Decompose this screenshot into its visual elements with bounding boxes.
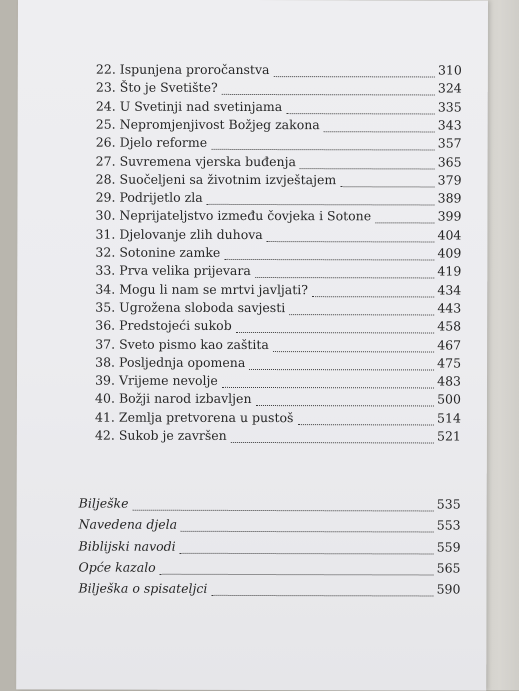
toc-entry-page: 535 [436,496,461,512]
toc-entry-page: 483 [437,373,462,389]
dot-leader [236,330,435,334]
toc-entry-title: Ispunjena proročanstva [119,61,270,78]
toc-entry-title: Mogu li nam se mrtvi javljati? [119,281,309,297]
toc-entry-number: 40. [95,390,115,407]
toc-entry-title: Opće kazalo [78,559,156,575]
toc-entry-title: Djelo reforme [119,134,208,151]
dot-leader [300,166,435,169]
toc-entry-number: 23. [95,79,116,95]
toc-chapter-row [17,353,487,372]
toc-entry-title: Sveto pismo kao zaštita [119,336,269,352]
toc-entry-page: 514 [437,410,461,426]
dot-leader [267,239,435,242]
toc-entry-title: Posljednja opomena [119,354,246,370]
toc-chapter-row [17,262,487,281]
toc-entry-title: Nepromjenjivost Božjeg zakona [119,116,320,133]
toc-chapter-row [18,134,488,153]
toc-chapter-row [18,79,488,98]
dot-leader [255,275,435,278]
toc-entry-title: Neprijateljstvo između čovjeka i Sotone [119,208,372,224]
dot-leader [222,92,435,96]
toc-entry-page: 467 [437,336,462,353]
toc-entry-title: Bilješke [78,495,129,511]
toc-chapter-row [17,243,487,262]
toc-entry-page: 324 [437,80,462,96]
toc-entry-page: 399 [437,208,462,224]
dot-leader [273,74,434,77]
toc-entry-number: 30. [95,207,116,224]
dot-leader [211,147,435,151]
toc-entry-page: 590 [436,581,461,597]
toc-entry-number: 28. [95,171,116,187]
toc-chapter-row [18,152,488,171]
dot-leader [180,550,434,554]
dot-leader [286,111,435,114]
toc-entry-title: Suvremena vjerska buđenja [119,153,296,169]
dot-leader [224,257,434,261]
toc-entry-number: 25. [95,116,116,132]
dot-leader [133,508,434,512]
dot-leader [160,572,434,576]
toc-chapter-row [17,371,487,390]
toc-entry-title: Bilješka o spisateljci [78,580,208,597]
toc-entry-number: 35. [95,299,116,315]
dot-leader [375,221,434,224]
toc-entry-page: 379 [437,172,462,188]
dot-leader [231,440,434,444]
toc-chapter-row [17,426,487,445]
dot-leader [297,422,434,425]
dot-leader [181,529,434,533]
toc-entry-page: 335 [437,99,462,115]
toc-entry-page: 565 [436,560,461,576]
toc-entry-title: Prva velika prijevara [119,262,251,279]
dot-leader [324,129,435,132]
toc-appendix-row [17,494,487,513]
toc-chapter-row [17,280,487,299]
toc-entry-page: 404 [437,227,462,243]
table-of-contents [18,0,488,597]
toc-entry-number: 27. [95,153,116,169]
dot-leader [255,403,434,406]
toc-chapter-row [17,298,487,317]
toc-entry-number: 39. [95,372,116,388]
toc-appendix-row [17,516,487,535]
toc-chapter-row [17,207,487,226]
toc-entry-title: Suočeljeni sa životnim izvještajem [119,171,337,188]
toc-entry-title: Što je Svetište? [119,79,218,96]
toc-entry-number: 36. [95,317,116,333]
toc-entry-page: 553 [436,517,461,533]
toc-entry-number: 31. [95,226,116,242]
dot-leader [340,184,434,187]
toc-appendix-row [16,580,486,599]
dot-leader [289,312,434,315]
toc-entry-page: 357 [437,135,462,151]
toc-chapter-row [17,390,487,409]
toc-entry-page: 559 [436,539,461,555]
toc-entry-page: 521 [436,428,461,444]
dot-leader [273,349,434,352]
toc-entry-page: 343 [437,117,462,133]
toc-entry-title: Biblijski navodi [78,538,176,554]
toc-entry-title: Podrijetlo zla [119,189,203,205]
toc-chapter-row [18,97,488,116]
toc-chapter-row [17,188,487,207]
toc-entry-title: Zemlja pretvorena u pustoš [118,409,294,425]
toc-entry-number: 42. [94,427,115,443]
toc-entry-title: U Svetinji nad svetinjama [119,98,283,114]
toc-entry-page: 419 [437,263,462,279]
toc-entry-page: 475 [437,355,462,371]
dot-leader [207,202,435,206]
book-page [16,0,488,691]
toc-entry-title: Sukob je završen [118,427,227,443]
toc-entry-title: Božji narod izbavljen [118,391,252,407]
toc-entry-page: 409 [437,245,462,261]
toc-entry-number: 38. [95,354,116,370]
toc-entry-page: 389 [437,190,462,206]
toc-entry-page: 458 [437,318,462,334]
toc-entry-number: 24. [95,98,116,114]
toc-entry-title: Navedena djela [78,516,178,533]
toc-entry-page: 310 [437,62,462,78]
toc-chapter-row [17,335,487,354]
toc-entry-number: 29. [95,189,116,205]
toc-entry-title: Djelovanje zlih duhova [119,226,263,242]
toc-entry-title: Predstojeći sukob [119,317,232,334]
dot-leader [222,385,434,389]
dot-leader [249,367,434,370]
toc-entry-number: 22. [95,61,116,77]
toc-entry-number: 26. [95,134,116,150]
dot-leader [211,593,433,597]
toc-entry-page: 434 [437,282,462,298]
toc-appendix-row [16,558,486,577]
toc-entry-page: 443 [437,300,462,316]
toc-entry-number: 34. [95,281,116,297]
toc-chapter-row [17,317,487,336]
toc-entry-title: Vrijeme nevolje [118,372,218,389]
toc-entry-page: 500 [437,391,461,407]
toc-entry-number: 33. [95,262,116,278]
toc-chapter-row [18,115,488,134]
toc-chapter-row [18,60,488,79]
toc-entry-number: 41. [94,409,115,425]
toc-entry-page: 365 [437,153,462,170]
toc-entry-number: 32. [95,244,116,260]
toc-entry-title: Ugrožena sloboda savjesti [119,299,286,315]
toc-chapter-row [17,225,487,244]
toc-appendix-row [17,537,487,556]
toc-entry-number: 37. [95,336,116,352]
toc-entry-title: Sotonine zamke [119,244,221,260]
toc-chapter-row [18,170,488,189]
dot-leader [312,294,434,297]
toc-chapter-row [17,408,487,427]
